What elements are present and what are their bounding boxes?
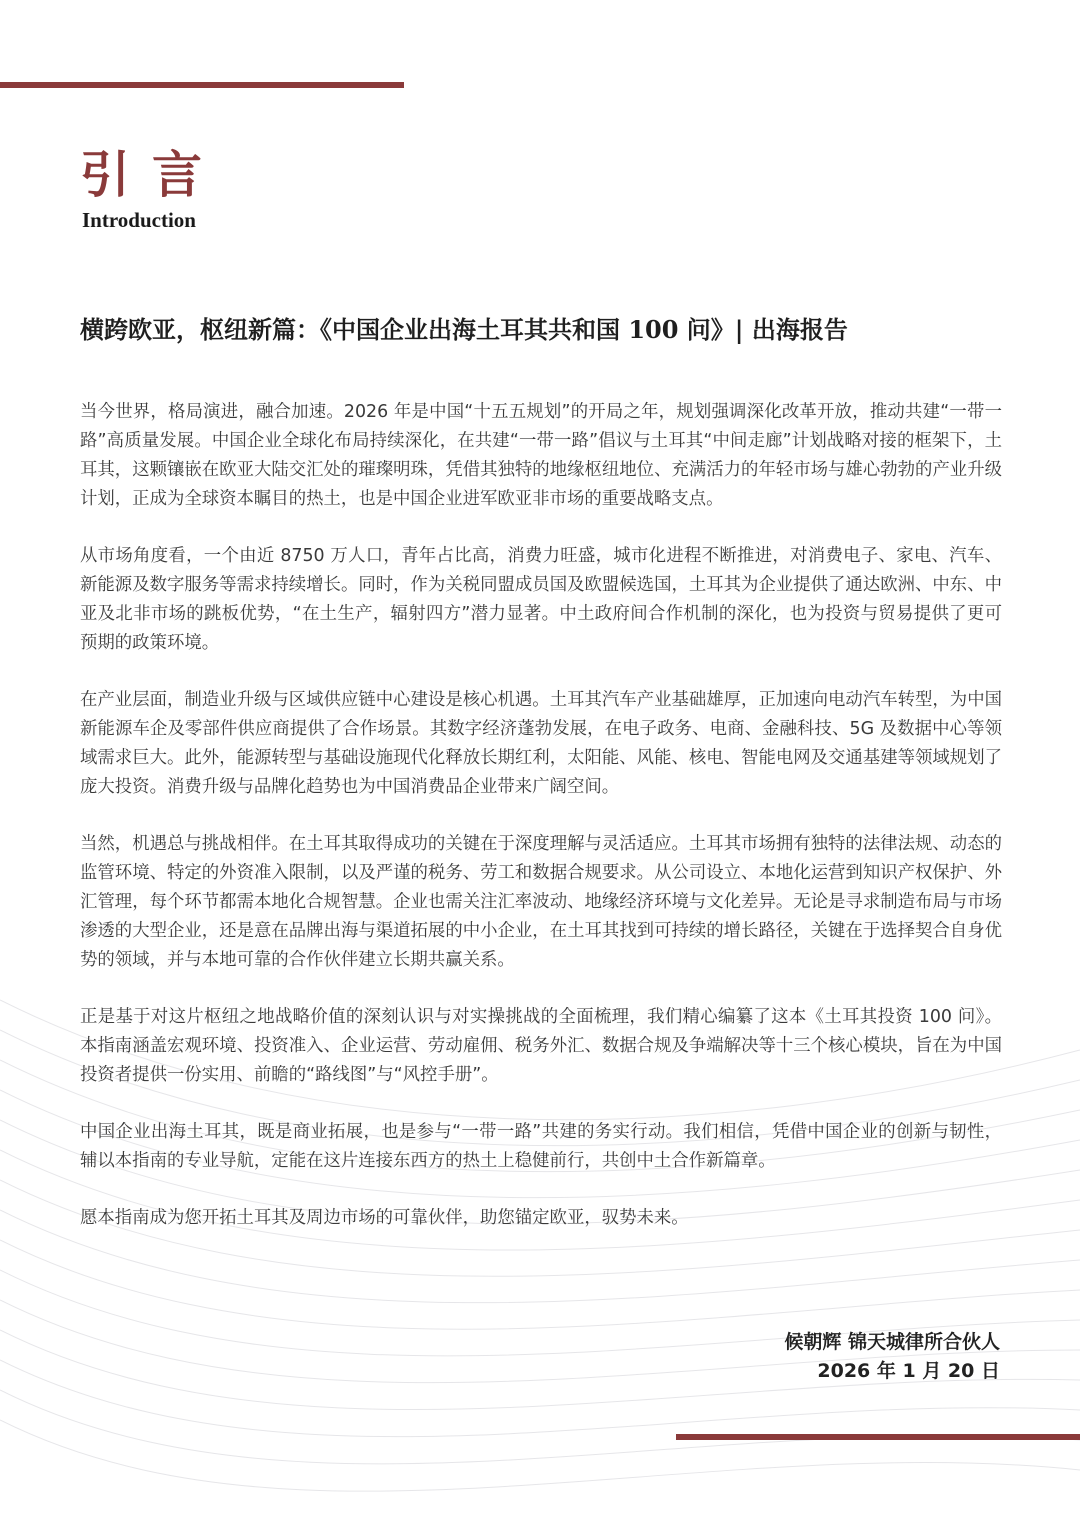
signature-date: 2026 年 1 月 20 日 [817,1360,1000,1382]
paragraph-7: 愿本指南成为您开拓土耳其及周边市场的可靠伙伴，助您锚定欧亚，驭势未来。 [80,1208,689,1228]
bottom-accent-rule [676,1434,1080,1440]
signature-block [784,1328,1000,1386]
signature-author: 候朝辉 锦天城律所合伙人 [784,1331,1000,1353]
paragraph-6: 中国企业出海土耳其，既是商业拓展，也是参与“一带一路”共建的务实行动。我们相信，凭借中国企业的创新与韧性，辅以本指南的专业导航，定能在这片连接东西方的热土上稳健前行，共创中土合作新篇章。 [80,1122,1002,1171]
paragraph-3: 在产业层面，制造业升级与区域供应链中心建设是核心机遇。土耳其汽车产业基础雄厚，正加速向电动汽车转型，为中国新能源车企及零部件供应商提供了合作场景。其数字经济蓬勃发展，在电子政务、电商、金融科技、5G 及数据中心等领域需求巨大。此外，能源转型与基础设施现代化释放长期红利，太阳能、风能、核电、智能电网及交通基建等领域规划了庞大投资。消费升级与品牌化趋势也为中国消费品企业带来广阔空间。 [80,690,1002,797]
document-title: 横跨欧亚，枢纽新篇：《中国企业出海土耳其共和国 100 问》| 出海报告 [80,315,848,344]
top-accent-rule [0,82,404,88]
introduction-body [80,398,1002,1261]
paragraph-5: 正是基于对这片枢纽之地战略价值的深刻认识与对实操挑战的全面梳理，我们精心编纂了这本《土耳其投资 100 问》。本指南涵盖宏观环境、投资准入、企业运营、劳动雇佣、税务外汇、数据合规及争端解决等十三个核心模块，旨在为中国投资者提供一份实用、前瞻的“路线图”与“风控手册”。 [80,1007,1002,1085]
paragraph-1: 当今世界，格局演进，融合加速。2026 年是中国“十五五规划”的开局之年，规划强调深化改革开放，推动共建“一带一路”高质量发展。中国企业全球化布局持续深化，在共建“一带一路”倡议与土耳其“中间走廊”计划战略对接的框架下，土耳其，这颗镶嵌在欧亚大陆交汇处的璀璨明珠，凭借其独特的地缘枢纽地位、充满活力的年轻市场与雄心勃勃的产业升级计划，正成为全球资本瞩目的热土，也是中国企业进军欧亚非市场的重要战略支点。 [80,402,1002,509]
section-heading-english: Introduction [82,208,196,232]
paragraph-2: 从市场角度看，一个由近 8750 万人口，青年占比高，消费力旺盛，城市化进程不断推进，对消费电子、家电、汽车、新能源及数字服务等需求持续增长。同时，作为关税同盟成员国及欧盟候选国，土耳其为企业提供了通达欧洲、中东、中亚及北非市场的跳板优势，“在土生产，辐射四方”潜力显著。中土政府间合作机制的深化，也为投资与贸易提供了更可预期的政策环境。 [80,546,1002,653]
paragraph-4: 当然，机遇总与挑战相伴。在土耳其取得成功的关键在于深度理解与灵活适应。土耳其市场拥有独特的法律法规、动态的监管环境、特定的外资准入限制，以及严谨的税务、劳工和数据合规要求。从公司设立、本地化运营到知识产权保护、外汇管理，每个环节都需本地化合规智慧。企业也需关注汇率波动、地缘经济环境与文化差异。无论是寻求制造布局与市场渗透的大型企业，还是意在品牌出海与渠道拓展的中小企业，在土耳其找到可持续的增长路径，关键在于选择契合自身优势的领域，并与本地可靠的合作伙伴建立长期共赢关系。 [80,834,1002,970]
section-heading-chinese: 引言 [80,146,224,204]
